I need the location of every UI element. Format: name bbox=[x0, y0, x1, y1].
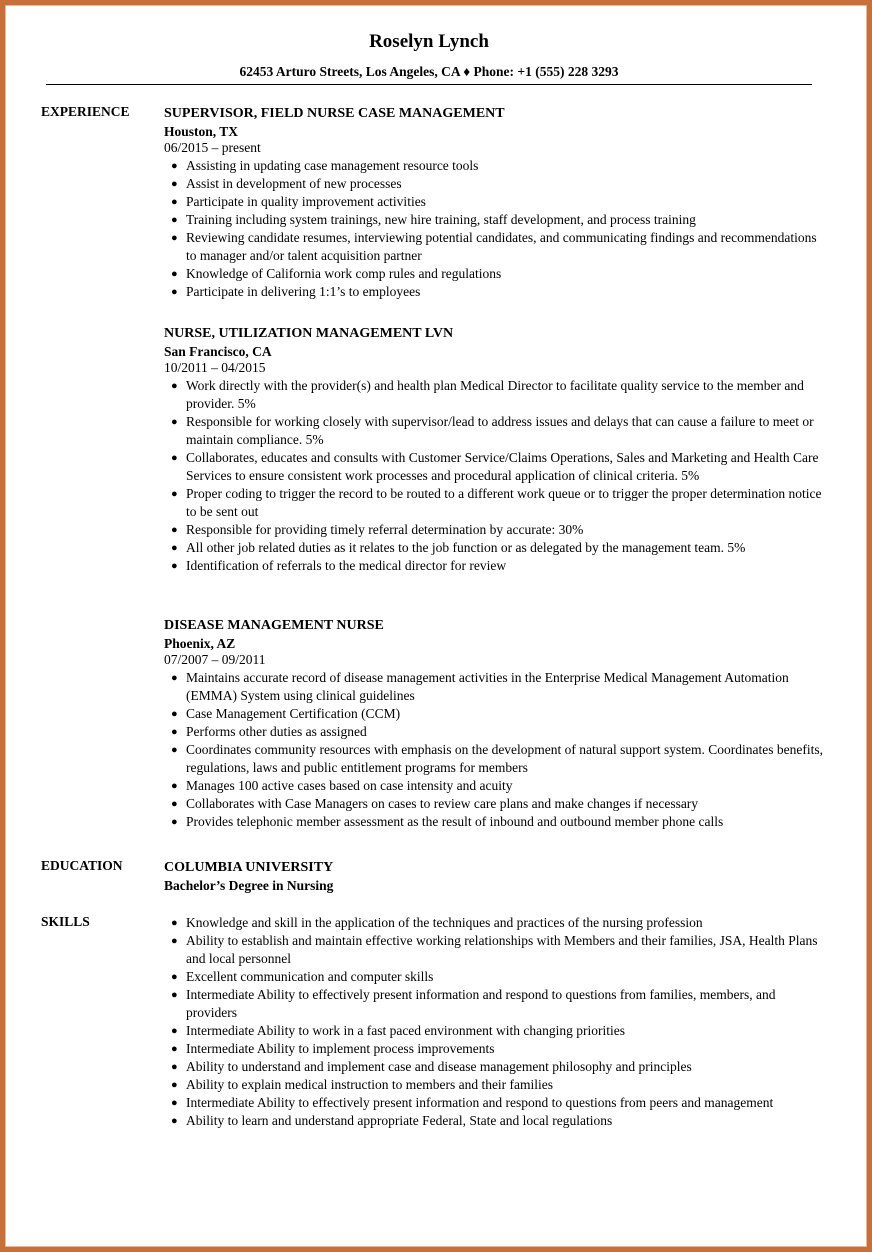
list-item: ● Maintains accurate record of disease management activities in the Enterprise Medical Management Automation (EMMA) System using clinical guidelines bbox=[171, 670, 789, 703]
bullet-icon: ● bbox=[171, 160, 178, 172]
list-item: ● Performs other duties as assigned bbox=[171, 724, 367, 739]
bullet-icon: ● bbox=[171, 917, 178, 929]
bullet-icon: ● bbox=[171, 178, 178, 190]
job-dates: 07/2007 – 09/2011 bbox=[164, 652, 266, 667]
list-item: ● Intermediate Ability to effectively present information and respond to questions from families, members, and providers bbox=[171, 987, 776, 1020]
list-item: ● Assisting in updating case management resource tools bbox=[171, 158, 479, 173]
education-entry bbox=[164, 858, 824, 894]
bullet-icon: ● bbox=[171, 1061, 178, 1073]
job-location: San Francisco, CA bbox=[164, 344, 272, 359]
list-item: ● Case Management Certification (CCM) bbox=[171, 706, 401, 721]
degree: Bachelor’s Degree in Nursing bbox=[164, 878, 334, 893]
list-item: ● Ability to understand and implement case and disease management philosophy and principles bbox=[171, 1059, 692, 1074]
bullet-icon: ● bbox=[171, 268, 178, 280]
job-entry bbox=[164, 616, 824, 831]
list-item: ● Responsible for working closely with supervisor/lead to address issues and delays that can cause a failure to meet or maintain compliance. 5% bbox=[171, 414, 814, 447]
job-location: Phoenix, AZ bbox=[164, 636, 236, 651]
bullet-icon: ● bbox=[171, 971, 178, 983]
bullet-icon: ● bbox=[171, 560, 178, 572]
bullet-icon: ● bbox=[171, 452, 178, 464]
bullet-icon: ● bbox=[171, 232, 178, 244]
bullet-icon: ● bbox=[171, 416, 178, 428]
candidate-name: Roselyn Lynch bbox=[369, 31, 489, 52]
bullet-icon: ● bbox=[171, 1079, 178, 1091]
list-item: ● Ability to explain medical instruction to members and their families bbox=[171, 1077, 554, 1092]
job-dates: 10/2011 – 04/2015 bbox=[164, 360, 266, 375]
job-location: Houston, TX bbox=[164, 124, 239, 139]
job-entry bbox=[164, 104, 824, 301]
bullet-icon: ● bbox=[171, 708, 178, 720]
list-item: ● Intermediate Ability to work in a fast paced environment with changing priorities bbox=[171, 1023, 626, 1038]
contact-line: 62453 Arturo Streets, Los Angeles, CA ♦ Phone: +1 (555) 228 3293 bbox=[239, 64, 619, 79]
job-title: NURSE, UTILIZATION MANAGEMENT LVN bbox=[164, 326, 454, 341]
bullet-icon: ● bbox=[171, 726, 178, 738]
job-bullets bbox=[164, 157, 824, 301]
list-item: ● Participate in quality improvement activities bbox=[171, 194, 426, 209]
bullet-icon: ● bbox=[171, 1097, 178, 1109]
bullet-icon: ● bbox=[171, 286, 178, 298]
list-item: ● Ability to establish and maintain effective working relationships with Members and their families, JSA, Health Plans and local personnel bbox=[171, 933, 818, 966]
bullet-icon: ● bbox=[171, 488, 178, 500]
bullet-icon: ● bbox=[171, 816, 178, 828]
list-item: ● Training including system trainings, new hire training, staff development, and process training bbox=[171, 212, 696, 227]
bullet-icon: ● bbox=[171, 1043, 178, 1055]
bullet-icon: ● bbox=[171, 524, 178, 536]
list-item: ● Coordinates community resources with emphasis on the development of natural support system. Coordinates benefits, regulations, laws and public entitlement programs for members bbox=[171, 742, 823, 775]
job-title: DISEASE MANAGEMENT NURSE bbox=[164, 618, 384, 633]
bullet-icon: ● bbox=[171, 196, 178, 208]
bullet-icon: ● bbox=[171, 214, 178, 226]
bullet-icon: ● bbox=[171, 935, 178, 947]
bullet-icon: ● bbox=[171, 780, 178, 792]
job-entry bbox=[164, 324, 824, 575]
bullet-icon: ● bbox=[171, 1025, 178, 1037]
header-divider bbox=[46, 84, 812, 85]
list-item: ● Excellent communication and computer skills bbox=[171, 969, 434, 984]
bullet-icon: ● bbox=[171, 798, 178, 810]
list-item: ● Manages 100 active cases based on case intensity and acuity bbox=[171, 778, 513, 793]
bullet-icon: ● bbox=[171, 744, 178, 756]
experience-heading: EXPERIENCE bbox=[41, 104, 130, 119]
list-item: ● Provides telephonic member assessment as the result of inbound and outbound member phone calls bbox=[171, 814, 724, 829]
bullet-icon: ● bbox=[171, 380, 178, 392]
skills-list bbox=[164, 914, 824, 1130]
list-item: ● Collaborates, educates and consults with Customer Service/Claims Operations, Sales and Marketing and Health Care Services to ensure consistent work processes and procedural application of clinical criteria. 5% bbox=[171, 450, 819, 483]
bullet-icon: ● bbox=[171, 542, 178, 554]
list-item: ● Intermediate Ability to implement process improvements bbox=[171, 1041, 495, 1056]
list-item: ● Proper coding to trigger the record to be routed to a different work queue or to trigger the proper determination notice to be sent out bbox=[171, 486, 822, 519]
list-item: ● Collaborates with Case Managers on cases to review care plans and make changes if necessary bbox=[171, 796, 699, 811]
list-item: ● Reviewing candidate resumes, interviewing potential candidates, and communicating findings and recommendations to manager and/or talent acquisition partner bbox=[171, 230, 817, 263]
list-item: ● Knowledge and skill in the application of the techniques and practices of the nursing profession bbox=[171, 915, 703, 930]
education-heading: EDUCATION bbox=[41, 858, 123, 873]
list-item: ● Intermediate Ability to effectively present information and respond to questions from peers and management bbox=[171, 1095, 774, 1110]
job-dates: 06/2015 – present bbox=[164, 140, 261, 155]
bullet-icon: ● bbox=[171, 672, 178, 684]
list-item: ● Identification of referrals to the medical director for review bbox=[171, 558, 507, 573]
job-bullets bbox=[164, 377, 824, 575]
skills-entry bbox=[164, 913, 824, 1130]
list-item: ● Assist in development of new processes bbox=[171, 176, 402, 191]
list-item: ● Participate in delivering 1:1’s to employees bbox=[171, 284, 421, 299]
bullet-icon: ● bbox=[171, 1115, 178, 1127]
list-item: ● All other job related duties as it relates to the job function or as delegated by the management team. 5% bbox=[171, 540, 746, 555]
list-item: ● Ability to learn and understand appropriate Federal, State and local regulations bbox=[171, 1113, 613, 1128]
list-item: ● Knowledge of California work comp rules and regulations bbox=[171, 266, 502, 281]
job-bullets bbox=[164, 669, 824, 831]
school-name: COLUMBIA UNIVERSITY bbox=[164, 860, 334, 875]
list-item: ● Responsible for providing timely referral determination by accurate: 30% bbox=[171, 522, 584, 537]
list-item: ● Work directly with the provider(s) and health plan Medical Director to facilitate quality service to the member and provider. 5% bbox=[171, 378, 804, 411]
bullet-icon: ● bbox=[171, 989, 178, 1001]
job-title: SUPERVISOR, FIELD NURSE CASE MANAGEMENT bbox=[164, 106, 505, 121]
skills-heading: SKILLS bbox=[41, 914, 90, 929]
